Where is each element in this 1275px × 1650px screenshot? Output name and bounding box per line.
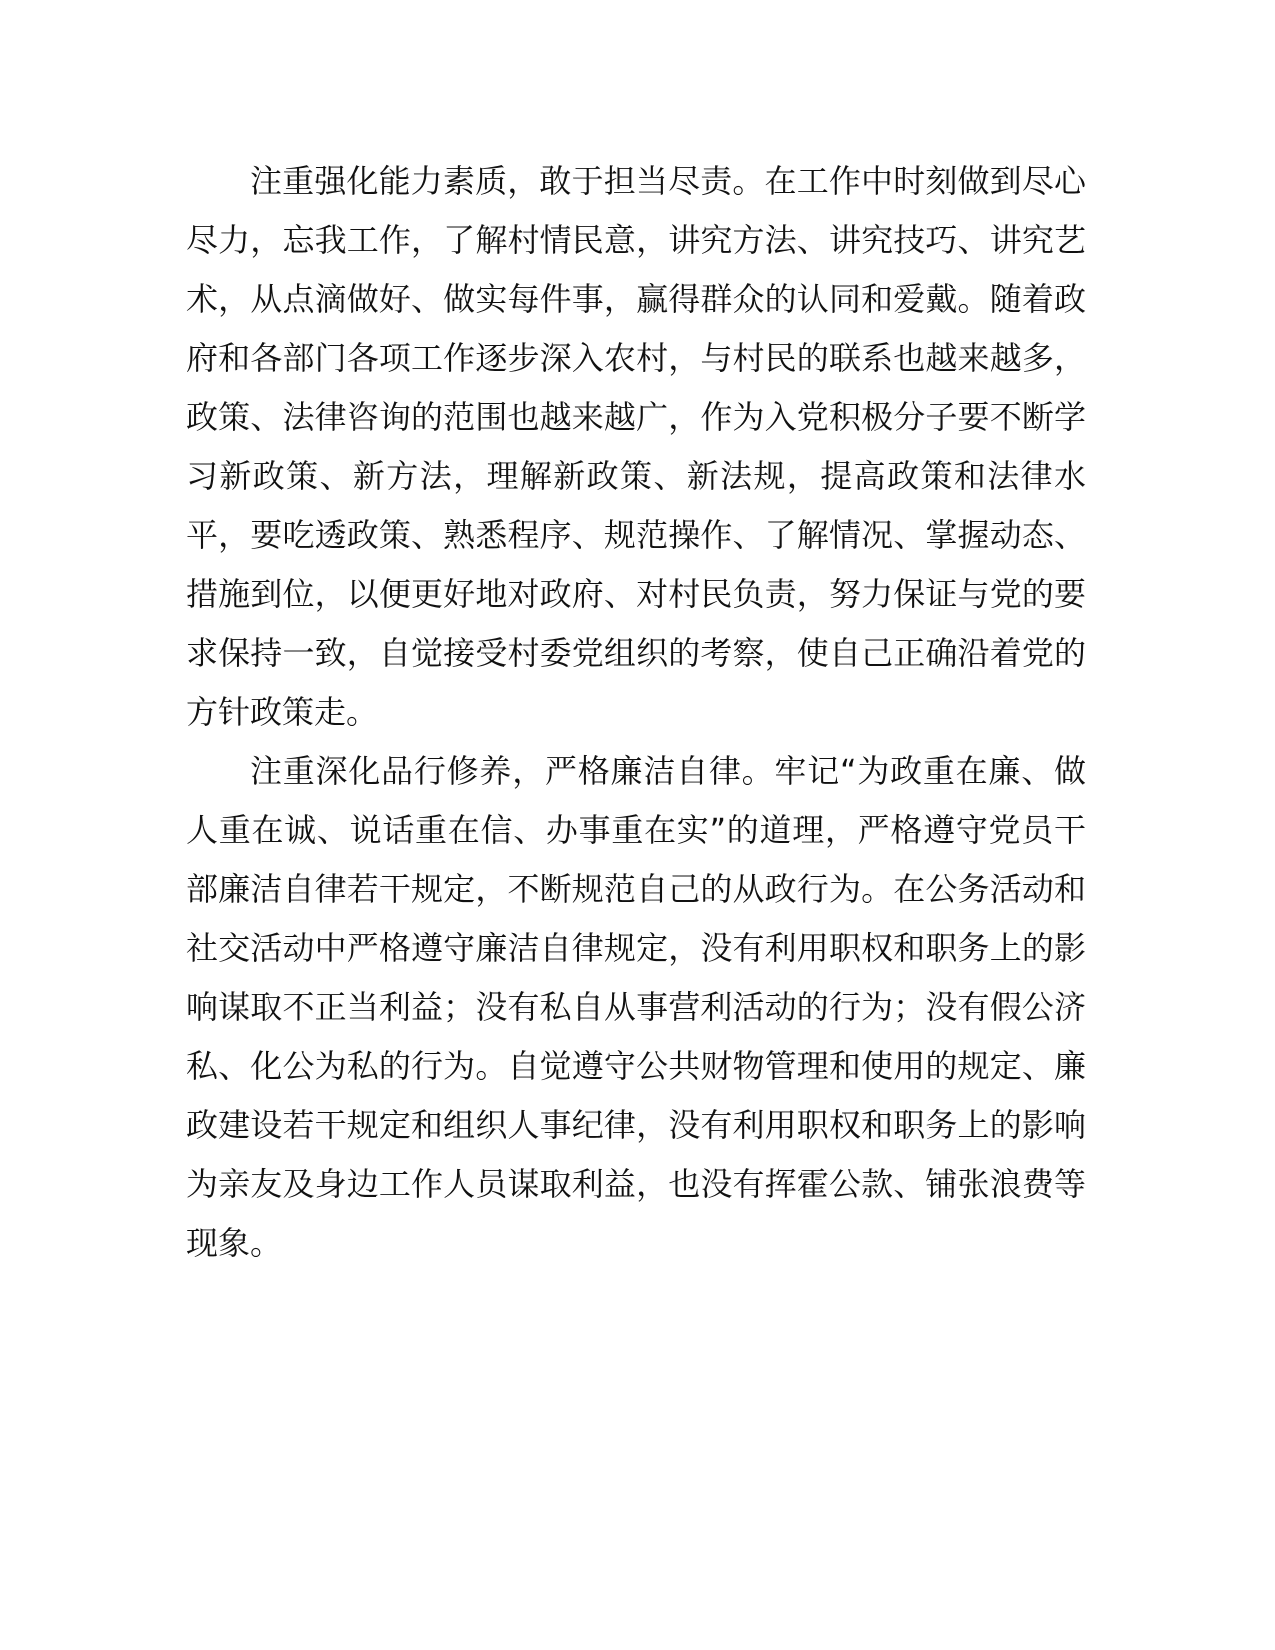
paragraph-integrity: 注重深化品行修养，严格廉洁自律。牢记“为政重在廉、做人重在诚、说话重在信、办事重在实”的道理，严格遵守党员干部廉洁自律若干规定，不断规范自己的从政行为。在公务活动和社交活动中严格遵守廉洁自律规定，没有利用职权和职务上的影响谋取不正当利益；没有私自从事营利活动的行为；没有假公济私、化公为私的行为。自觉遵守公共财物管理和使用的规定、廉政建设若干规定和组织人事纪律，没有利用职权和职务上的影响为亲友及身边工作人员谋取利益，也没有挥霍公款、铺张浪费等现象。 <box>186 752 1086 1262</box>
paragraph-capability: 注重强化能力素质，敢于担当尽责。在工作中时刻做到尽心尽力，忘我工作，了解村情民意，讲究方法、讲究技巧、讲究艺术，从点滴做好、做实每件事，赢得群众的认同和爱戴。随着政府和各部门各项工作逐步深入农村，与村民的联系也越来越多，政策、法律咨询的范围也越来越广，作为入党积极分子要不断学习新政策、新方法，理解新政策、新法规，提高政策和法律水平，要吃透政策、熟悉程序、规范操作、了解情况、掌握动态、措施到位，以便更好地对政府、对村民负责，努力保证与党的要求保持一致，自觉接受村委党组织的考察，使自己正确沿着党的方针政策走。 <box>186 162 1086 731</box>
document-body <box>186 152 1086 1273</box>
